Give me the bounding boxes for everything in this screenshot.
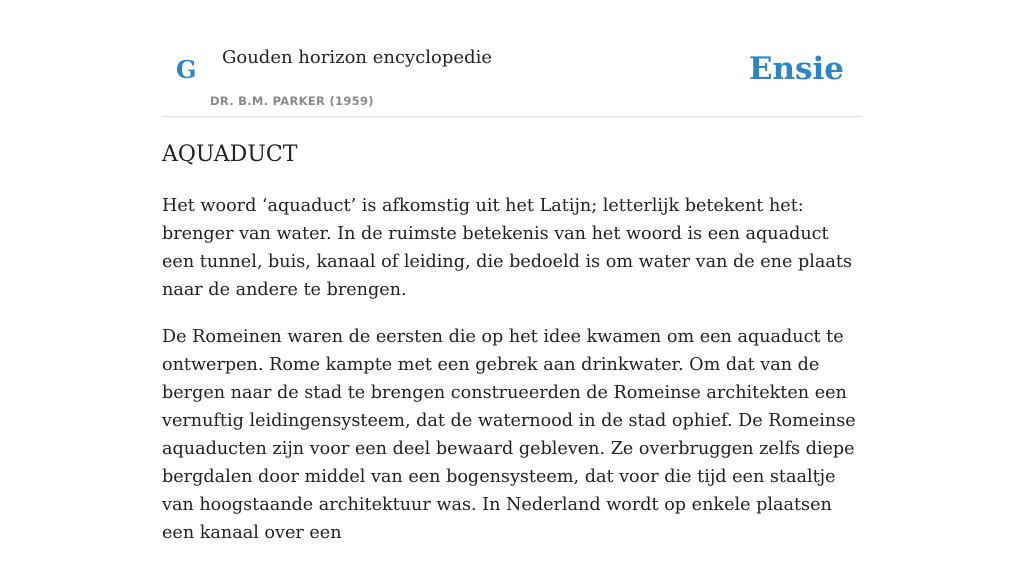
book-title-link[interactable]: Gouden horizon encyclopedie — [222, 47, 492, 68]
paragraph: De Romeinen waren de eersten die op het idee kwamen om een aquaduct te ontwerpen. Rome kampte met een gebrek aan drinkwater. Om dat van de bergen naar de stad te brengen construeerden de Romeinse architekten een vernuftig leidingensysteem, dat de waternood in de stad ophief. De Romeinse aquaducten zijn voor een deel bewaard gebleven. Ze overbruggen zelfs diepe bergdalen door middel van een bogensysteem, dat voor die tijd een staaltje van hoogstaande architektuur was. In Nederland wordt op enkele plaatsen een kanaal over een — [162, 327, 856, 543]
entry-title: AQUADUCT — [162, 142, 298, 167]
page — [162, 0, 862, 543]
book-author: DR. B.M. PARKER (1959) — [210, 94, 374, 108]
paragraph: Het woord ‘aquaduct’ is afkomstig uit het Latijn; letterlijk betekent het: brenger van water. In de ruimste betekenis van het woord is een aquaduct een tunnel, buis, kanaal of leiding, die bedoeld is om water van de ene plaats naar de andere te brengen. — [162, 196, 852, 300]
entry-body — [162, 192, 862, 566]
header — [162, 0, 862, 117]
encyclopedia-logo-icon[interactable]: G — [176, 55, 197, 84]
ensie-logo[interactable]: Ensie — [748, 51, 844, 87]
